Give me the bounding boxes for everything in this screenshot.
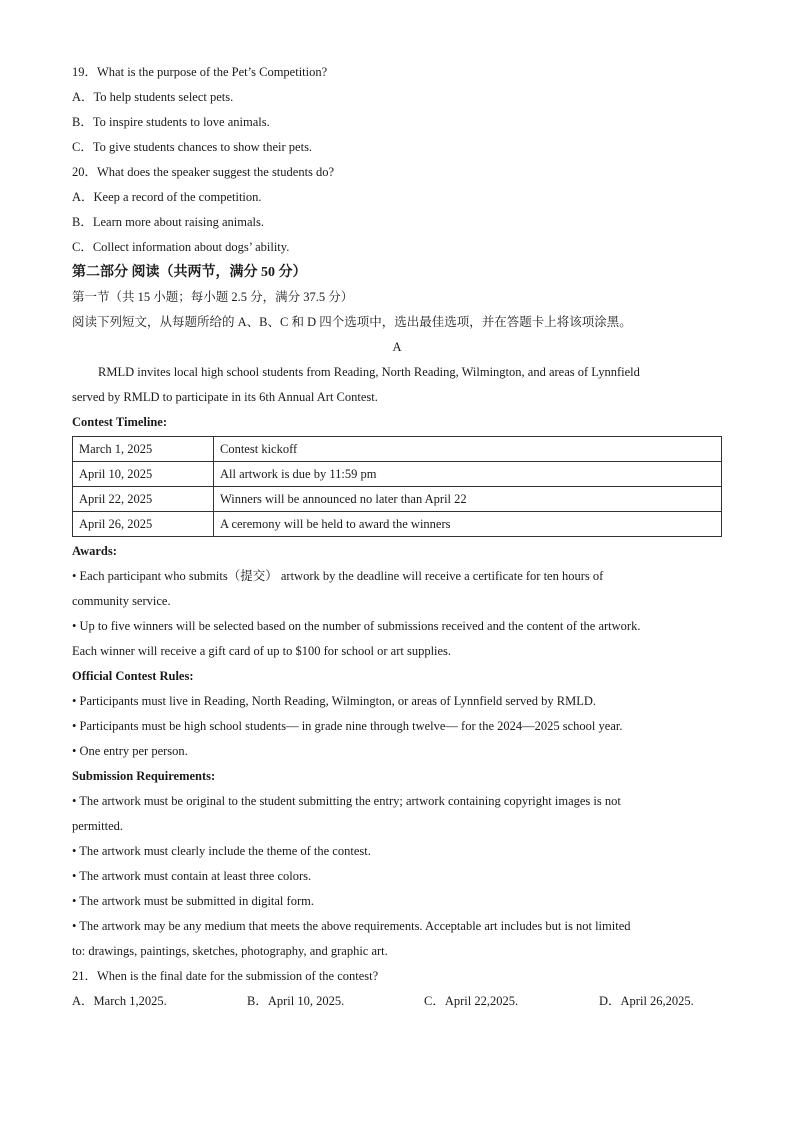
table-row xyxy=(73,437,722,462)
q21-option-d: D．April 26,2025. xyxy=(599,994,694,1008)
q21-option-b: B．April 10, 2025. xyxy=(247,994,345,1008)
table-row xyxy=(73,487,722,512)
q19-option-c: C．To give students chances to show their pets. xyxy=(72,140,313,154)
q19-option-a: A．To help students select pets. xyxy=(72,90,234,104)
submission-item-5-line1: • The artwork may be any medium that meets the above requirements. Acceptable art includes but is not limited xyxy=(72,919,631,933)
passage-intro-line2: served by RMLD to participate in its 6th Annual Art Contest. xyxy=(72,390,378,404)
table-row xyxy=(73,512,722,537)
q20-option-c: C．Collect information about dogs’ ability. xyxy=(72,240,290,254)
part2-heading: 第二部分 阅读（共两节，满分 50 分） xyxy=(72,265,307,280)
award-item-1-line2: community service. xyxy=(72,594,171,608)
q21-option-a: A．March 1,2025. xyxy=(72,994,167,1008)
timeline-event: Contest kickoff xyxy=(214,437,722,462)
submission-item-1-line2: permitted. xyxy=(72,819,124,833)
timeline-table xyxy=(72,436,722,537)
submission-item-2: • The artwork must clearly include the theme of the contest. xyxy=(72,844,371,858)
passage-letter: A xyxy=(392,340,402,354)
timeline-date: April 22, 2025 xyxy=(73,487,214,512)
awards-heading: Awards: xyxy=(72,544,117,558)
timeline-heading: Contest Timeline: xyxy=(72,415,168,429)
exam-page xyxy=(72,60,722,1014)
reading-instruction: 阅读下列短文，从每题所给的 A、B、C 和 D 四个选项中，选出最佳选项，并在答题卡上将该项涂黑。 xyxy=(72,315,632,329)
award-item-2-line1: • Up to five winners will be selected based on the number of submissions received and the content of the artwork. xyxy=(72,619,641,633)
rule-item: • Participants must be high school students— in grade nine through twelve— for the 2024—2025 school year. xyxy=(72,719,623,733)
award-item-1-line1: • Each participant who submits（提交） artwork by the deadline will receive a certificate for ten hours of xyxy=(72,569,604,583)
q19-option-b: B．To inspire students to love animals. xyxy=(72,115,270,129)
timeline-event: A ceremony will be held to award the winners xyxy=(214,512,722,537)
submission-item-4: • The artwork must be submitted in digital form. xyxy=(72,894,314,908)
timeline-event: All artwork is due by 11:59 pm xyxy=(214,462,722,487)
question-20: 20．What does the speaker suggest the students do? xyxy=(72,165,335,179)
table-row xyxy=(73,462,722,487)
q20-option-b: B．Learn more about raising animals. xyxy=(72,215,264,229)
question-19: 19．What is the purpose of the Pet’s Competition? xyxy=(72,65,328,79)
submission-item-5-line2: to: drawings, paintings, sketches, photography, and graphic art. xyxy=(72,944,388,958)
rule-item: • Participants must live in Reading, North Reading, Wilmington, or areas of Lynnfield served by RMLD. xyxy=(72,694,597,708)
rule-item: • One entry per person. xyxy=(72,744,188,758)
award-item-2-line2: Each winner will receive a gift card of up to $100 for school or art supplies. xyxy=(72,644,452,658)
q21-options xyxy=(72,989,722,1014)
submission-heading: Submission Requirements: xyxy=(72,769,216,783)
timeline-date: March 1, 2025 xyxy=(73,437,214,462)
submission-item-1-line1: • The artwork must be original to the student submitting the entry; artwork containing copyright images is not xyxy=(72,794,621,808)
timeline-event: Winners will be announced no later than April 22 xyxy=(214,487,722,512)
timeline-date: April 10, 2025 xyxy=(73,462,214,487)
timeline-date: April 26, 2025 xyxy=(73,512,214,537)
section1-heading: 第一节（共 15 小题；每小题 2.5 分，满分 37.5 分） xyxy=(72,290,354,304)
q21-option-c: C．April 22,2025. xyxy=(424,994,519,1008)
rules-heading: Official Contest Rules: xyxy=(72,669,194,683)
submission-item-3: • The artwork must contain at least three colors. xyxy=(72,869,312,883)
passage-intro-line1: RMLD invites local high school students from Reading, North Reading, Wilmington, and areas of Lynnfield xyxy=(98,365,640,379)
q20-option-a: A．Keep a record of the competition. xyxy=(72,190,262,204)
question-21: 21．When is the final date for the submission of the contest? xyxy=(72,969,379,983)
